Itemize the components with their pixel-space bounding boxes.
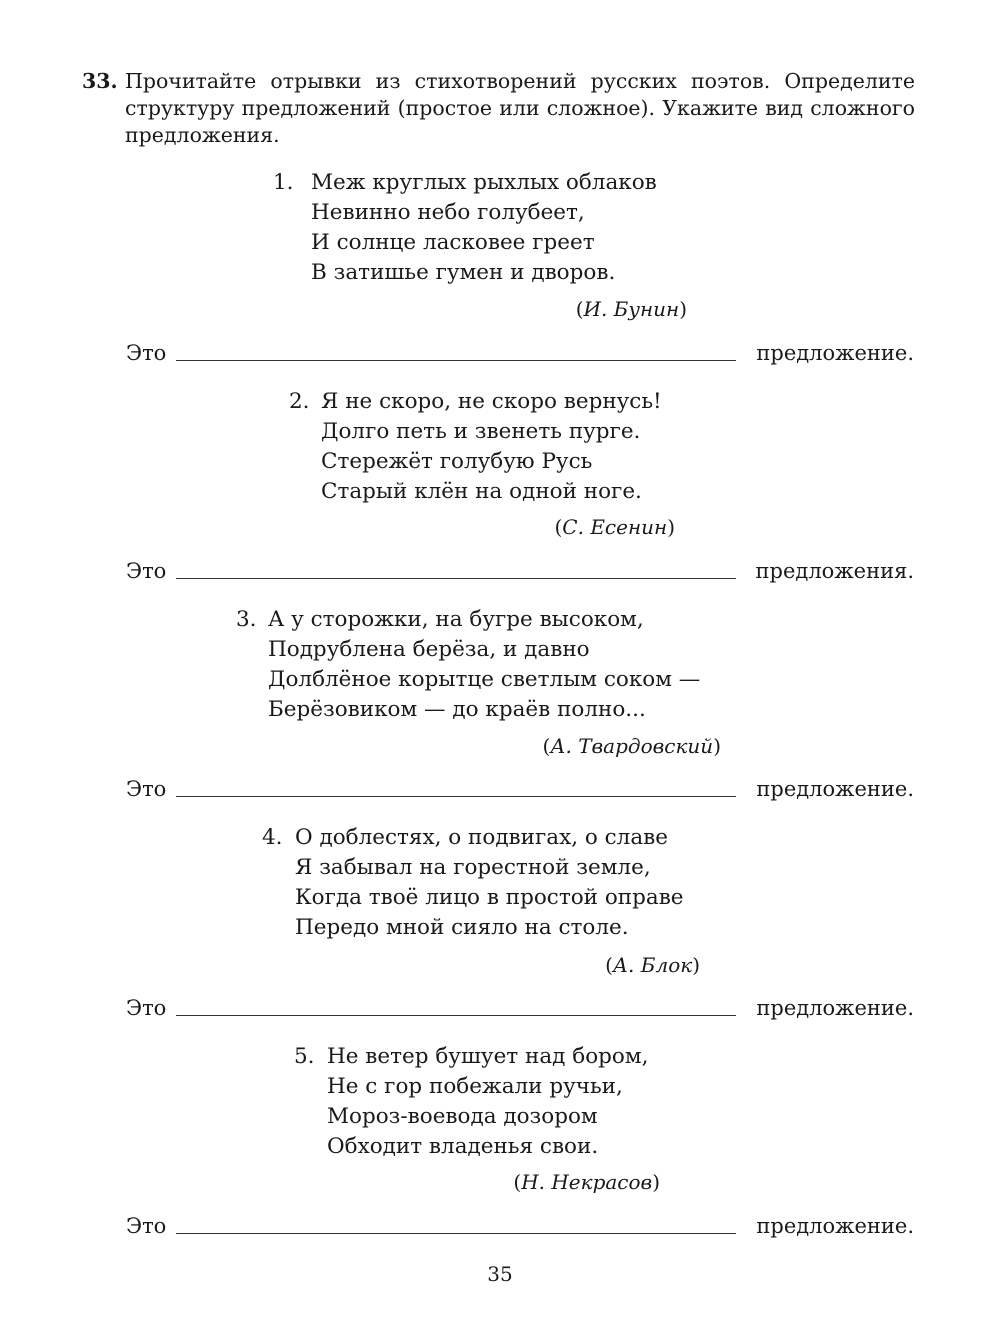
poem-line: Не ветер бушует над бором, (327, 1044, 649, 1069)
answer-prefix: Это (126, 1214, 167, 1238)
answer-suffix: предложение. (756, 777, 914, 801)
poem-line: В затишье гумен и дворов. (311, 260, 616, 285)
poem-line: Я не скоро, не скоро вернусь! (321, 389, 662, 414)
poem-lines (295, 823, 684, 943)
author-name: А. Твардовский (550, 734, 714, 758)
poem-line: Старый клён на одной ноге. (321, 479, 642, 504)
answer-blank[interactable] (176, 578, 736, 579)
poem-number: 4. (262, 825, 283, 850)
answer-prefix: Это (126, 559, 167, 583)
poem-line: Стережёт голубую Русь (321, 449, 593, 474)
task-instruction-line: Прочитайте отрывки из стихотворений русских поэтов. Определите (125, 69, 915, 93)
answer-suffix: предложение. (756, 996, 914, 1020)
poem-author: (Н. Некрасов) (513, 1170, 660, 1194)
answer-suffix: предложение. (756, 341, 914, 365)
answer-line-2 (126, 555, 914, 585)
answer-prefix: Это (126, 777, 167, 801)
task-instructions (125, 68, 915, 149)
poem-line: Не с гор побежали ручьи, (327, 1074, 623, 1099)
poem-author: (С. Есенин) (554, 515, 675, 539)
answer-blank[interactable] (176, 796, 736, 797)
poem-line: Невинно небо голубеет, (311, 200, 585, 225)
task-instruction-line: структуру предложений (простое или сложное). Укажите вид сложного (125, 96, 915, 120)
answer-prefix: Это (126, 341, 167, 365)
answer-prefix: Это (126, 996, 167, 1020)
poem-line: Я забывал на горестной земле, (295, 855, 651, 880)
poem-line: Подрублена берёза, и давно (268, 637, 590, 662)
poem-lines (311, 168, 657, 288)
poem-lines (321, 387, 662, 507)
answer-line-3 (126, 773, 914, 803)
answer-suffix: предложение. (756, 1214, 914, 1238)
poem-line: Мороз-воевода дозором (327, 1104, 598, 1129)
poem-line: Долблёное корытце светлым соком — (268, 667, 701, 692)
poem-line: Долго петь и звенеть пурге. (321, 419, 641, 444)
answer-line-1 (126, 337, 914, 367)
poem-line: А у сторожки, на бугре высоком, (268, 607, 644, 632)
poem-line: Меж круглых рыхлых облаков (311, 170, 657, 195)
poem-author: (И. Бунин) (575, 297, 687, 321)
poem-number: 1. (273, 170, 294, 195)
poem-lines (268, 605, 700, 725)
poem-line: Обходит владенья свои. (327, 1134, 599, 1159)
author-name: А. Блок (612, 953, 693, 977)
answer-line-5 (126, 1210, 914, 1240)
answer-suffix: предложения. (755, 559, 914, 583)
task-number: 33. (82, 69, 118, 93)
poem-line: Передо мной сияло на столе. (295, 915, 629, 940)
poem-number: 3. (236, 607, 257, 632)
task-instruction-line: предложения. (125, 123, 280, 147)
poem-line: Когда твоё лицо в простой оправе (295, 885, 684, 910)
answer-blank[interactable] (176, 1233, 736, 1234)
answer-line-4 (126, 992, 914, 1022)
poem-line: Берёзовиком — до краёв полно... (268, 697, 646, 722)
author-name: И. Бунин (583, 297, 680, 321)
poem-lines (327, 1042, 648, 1162)
author-name: Н. Некрасов (521, 1170, 653, 1194)
poem-number: 5. (294, 1044, 315, 1069)
poem-number: 2. (289, 389, 310, 414)
poem-line: О доблестях, о подвигах, о славе (295, 825, 668, 850)
author-name: С. Есенин (562, 515, 668, 539)
poem-line: И солнце ласковее греет (311, 230, 595, 255)
answer-blank[interactable] (176, 360, 736, 361)
page-number: 35 (487, 1262, 513, 1286)
poem-author: (А. Твардовский) (542, 734, 721, 758)
poem-author: (А. Блок) (605, 953, 700, 977)
answer-blank[interactable] (176, 1015, 736, 1016)
